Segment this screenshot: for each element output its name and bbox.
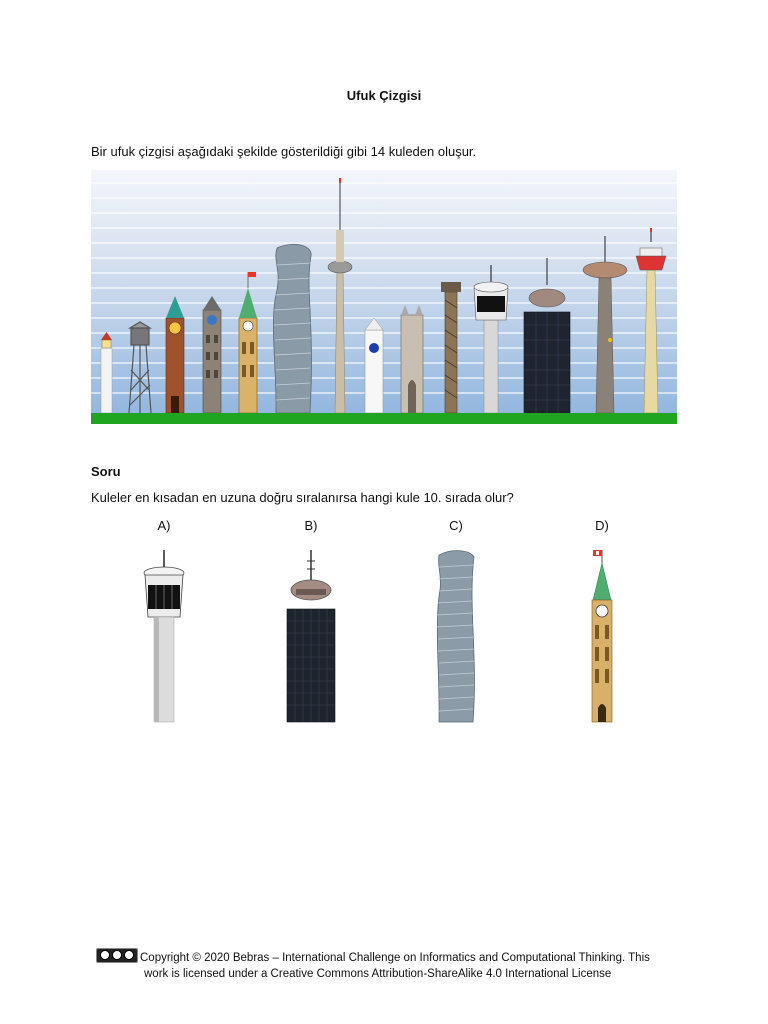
cc-license-icon[interactable] [96,948,138,963]
tower-lighthouse [101,332,112,413]
dark-tower-with-pod-icon[interactable] [284,545,338,725]
question-text: Kuleler en kısadan en uzuna doğru sıralanırsa hangi kule 10. sırada olur? [91,490,514,505]
ground [91,413,677,424]
skyline-illustration [91,170,677,424]
copyright-footer [96,948,686,982]
tower-white-blue-dot [365,318,383,413]
page-title: Ufuk Çizgisi [346,88,422,103]
option-a-label: A) [157,518,171,533]
intro-text: Bir ufuk çizgisi aşağıdaki şekilde gösterildiği gibi 14 kuleden oluşur. [91,144,477,159]
option-b-label: B) [304,518,318,533]
tower-gothic-church [401,305,423,413]
observation-tower-icon[interactable] [138,545,190,725]
tower-green-roof-clock [166,296,184,413]
clock-tower-icon[interactable] [588,545,616,725]
question-heading: Soru [91,464,121,479]
footer-line-1: Copyright © 2020 Bebras – International Challenge on Informatics and Computational Thinking. This [140,952,650,964]
option-d-label: D) [595,518,609,533]
option-c-label: C) [449,518,463,533]
tower-stone-clock [203,296,221,413]
tower-twisted-skyscraper [273,244,311,413]
footer-line-2: work is licensed under a Creative Commons Attribution-ShareAlike 4.0 International License [144,968,612,980]
twisted-skyscraper-icon[interactable] [432,545,480,725]
